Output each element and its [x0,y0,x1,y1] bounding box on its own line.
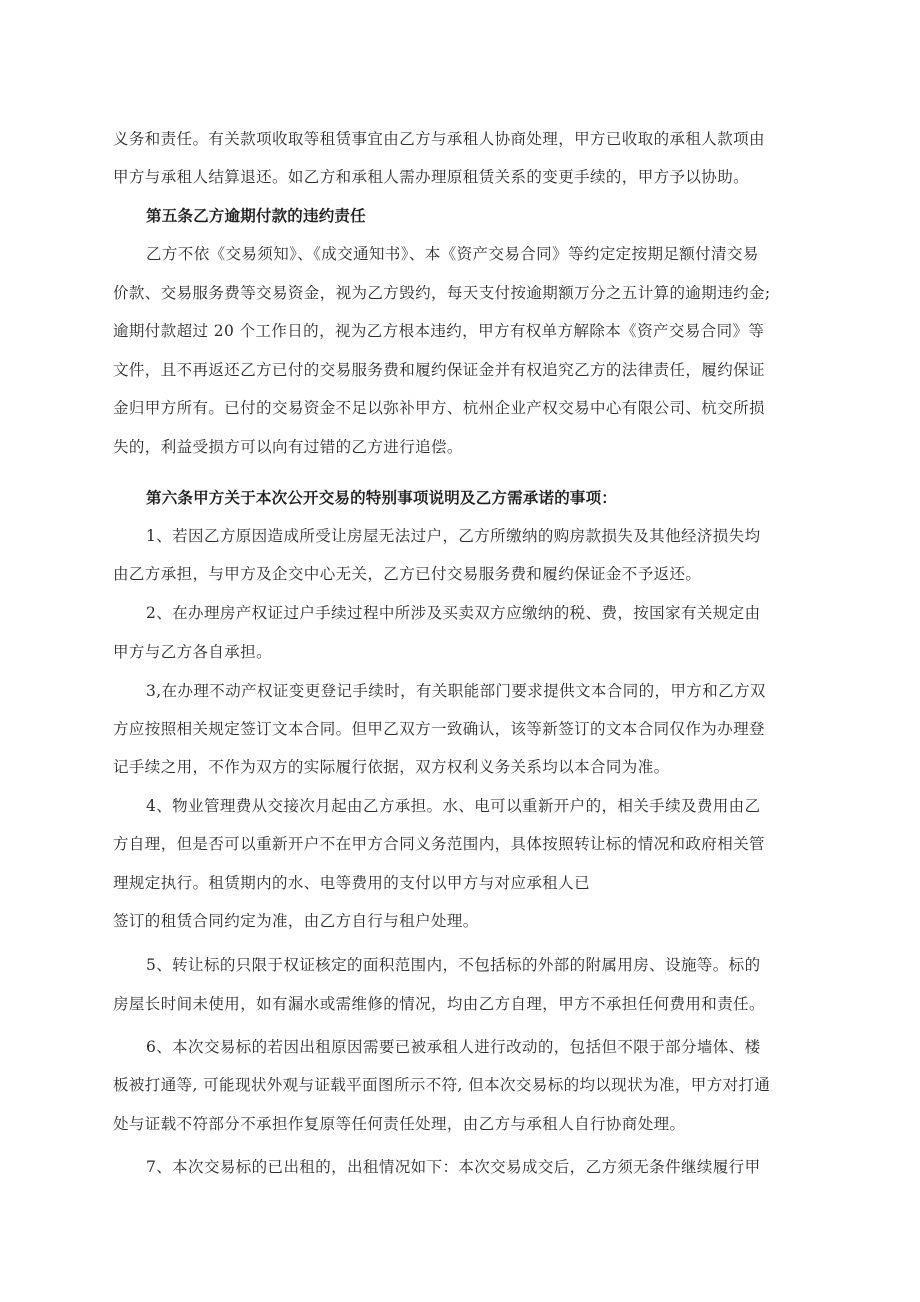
text-line: 房屋长时间未使用，如有漏水或需维修的情况，均由乙方自理，甲方不承担任何费用和责任。 [113,995,765,1013]
text-line: 理规定执行。租赁期内的水、电等费用的支付以甲方与对应承租人已 [113,874,591,892]
text-line: 7、本次交易标的已出租的，出租情况如下：本次交易成交后，乙方须无条件继续履行甲 [146,1158,761,1176]
text-line: 签订的租赁合同约定为准，由乙方自行与租户处理。 [113,912,479,930]
text-line: 乙方不依《交易须知》、《成交通知书》、本《资产交易合同》等约定定按期足额付清交易 [146,245,759,263]
text-line: 方自理，但是否可以重新开户不在甲方合同义务范围内，具体按照转让标的情况和政府相关管 [113,835,765,853]
text-line: 价款、交易服务费等交易资金，视为乙方毁约，每天支付按逾期额万分之五计算的逾期违约金; [113,284,771,302]
text-line: 义务和责任。有关款项收取等租赁事宜由乙方与承租人协商处理，甲方已收取的承租人款项由 [113,130,765,148]
text-line: 失的，利益受损方可以向有过错的乙方进行追偿。 [113,438,463,456]
text-line: 板被打通等, 可能现状外观与证载平面图所示不符, 但本次交易标的均以现状为准，甲方对打通 [113,1076,771,1094]
text-line: 文件，且不再返还乙方已付的交易服务费和履约保证金并有权追究乙方的法律责任，履约保证 [113,361,765,379]
text-line: 由乙方承担，与甲方及企交中心无关，乙方已付交易服务费和履约保证金不予返还。 [113,565,702,583]
text-line: 4、物业管理费从交接次月起由乙方承担。水、电可以重新开户的，相关手续及费用由乙 [146,797,761,815]
text-line: 记手续之用，不作为双方的实际履行依据，双方权利义务关系均以本合同为准。 [113,758,670,776]
text-line: 金归甲方所有。已付的交易资金不足以弥补甲方、杭州企业产权交易中心有限公司、杭交所损 [113,399,765,417]
text-line: 2、在办理房产权证过户手续过程中所涉及买卖双方应缴纳的税、费，按国家有关规定由 [146,604,761,622]
text-line: 3,在办理不动产权证变更登记手续时，有关职能部门要求提供文本合同的，甲方和乙方双 [146,682,766,700]
text-line: 处与证载不符部分不承担作复原等任何责任处理，由乙方与承租人自行协商处理。 [113,1115,686,1133]
text-line: 方应按照相关规定签订文本合同。但甲乙双方一致确认，该等新签订的文本合同仅作为办理登 [113,720,765,738]
text-line: 1、若因乙方原因造成所受让房屋无法过户，乙方所缴纳的购房款损失及其他经济损失均 [146,527,761,545]
text-line: 甲方与乙方各自承担。 [113,643,273,661]
text-line: 6、本次交易标的若因出租原因需要已被承租人进行改动的，包括但不限于部分墙体、楼 [146,1038,761,1056]
text-line: 5、转让标的只限于权证核定的面积范围内，不包括标的外部的附属用房、设施等。标的 [146,956,761,974]
text-line: 甲方与承租人结算退还。如乙方和承租人需办理原租赁关系的变更手续的，甲方予以协助。 [113,168,750,186]
section-heading-article-5: 第五条乙方逾期付款的违约责任 [146,207,366,225]
text-line: 逾期付款超过 20 个工作日的，视为乙方根本违约，甲方有权单方解除本《资产交易合同》等 [113,322,765,340]
section-heading-article-6: 第六条甲方关于本次公开交易的特别事项说明及乙方需承诺的事项： [146,489,618,507]
